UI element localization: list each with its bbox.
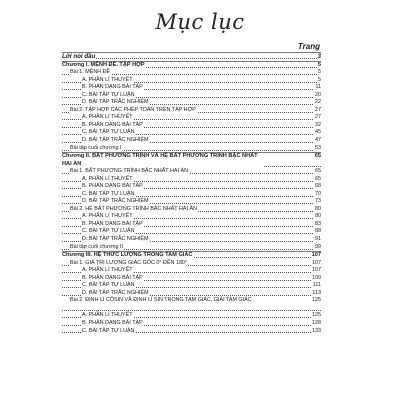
toc-subsection <box>62 99 321 107</box>
page-number: 70 <box>315 190 321 197</box>
toc-subsection <box>62 213 321 221</box>
toc-label: B. PHÂN DẠNG BÀI TẬP <box>82 84 143 91</box>
page-number: 128 <box>312 319 321 326</box>
toc-label: A. PHẦN LÍ THUYẾT <box>82 114 133 121</box>
toc-label: D. BÀI TẬP TRẮC NGHIỆM <box>82 198 149 205</box>
page-number: 113 <box>312 289 321 296</box>
toc-chapter <box>62 152 321 168</box>
toc-subsection <box>62 282 321 290</box>
toc-label: Chương II. BẤT PHƯƠNG TRÌNH VÀ HỆ BẤT PHƯƠNG TRÌNH BẬC NHẤT HAI ẨN <box>62 153 263 168</box>
toc-label: C. BÀI TẬP TỰ LUẬN <box>82 190 135 197</box>
page-number: 107 <box>312 267 321 274</box>
toc-lesson <box>62 244 321 252</box>
page-number: 80 <box>315 213 321 220</box>
toc-subsection <box>62 312 321 320</box>
toc-label: Bài 1. MỆNH ĐỀ <box>70 69 111 76</box>
page-number: 3 <box>317 53 321 60</box>
toc-subsection <box>62 84 321 92</box>
page-number: 107 <box>312 259 321 266</box>
toc-label: A. PHẦN LÍ THUYẾT <box>82 312 133 319</box>
toc-label: C. BÀI TẬP TỰ LUẬN <box>82 327 135 334</box>
page-number: 83 <box>315 220 321 227</box>
toc-subsection <box>62 236 321 244</box>
page-number: 65 <box>315 168 321 175</box>
page-number: 11 <box>315 84 321 91</box>
page-title: Mục lục <box>155 10 245 34</box>
toc-label: Bài tập cuối chương II <box>70 243 123 250</box>
page-number: 53 <box>315 144 321 151</box>
toc-subsection <box>62 129 321 137</box>
toc-label: C. BÀI TẬP TỰ LUẬN <box>82 282 135 289</box>
toc-chapter <box>62 61 321 70</box>
toc-label: D. BÀI TẬP TRẮC NGHIỆM <box>82 289 149 296</box>
page-number: 65 <box>315 175 321 182</box>
page-number: 27 <box>315 114 321 121</box>
dot-leader <box>62 310 321 311</box>
toc-label: B. PHÂN DẠNG BÀI TẬP <box>82 319 143 326</box>
page-number: 20 <box>315 91 321 98</box>
page-number: 65 <box>314 153 321 160</box>
toc-lesson <box>62 297 321 312</box>
toc-label: C. BÀI TẬP TỰ LUẬN <box>82 91 135 98</box>
toc-label: B. PHÂN DẠNG BÀI TẬP <box>82 220 143 227</box>
page-number: 91 <box>315 236 321 243</box>
page-number: 111 <box>312 282 321 289</box>
toc-lesson <box>62 168 321 176</box>
toc-label: Chương III. HỆ THỨC LƯỢNG TRONG TAM GIÁC <box>62 252 193 259</box>
page-number: 88 <box>315 228 321 235</box>
toc-lesson <box>62 145 321 153</box>
toc-preface <box>62 52 321 61</box>
page-number: 99 <box>315 243 321 250</box>
toc-label: B. PHÂN DẠNG BÀI TẬP <box>82 183 143 190</box>
page-number: 107 <box>311 252 321 259</box>
toc-subsection <box>62 228 321 236</box>
toc-label: Bài 2. ĐỊNH LÍ CÔSIN VÀ ĐỊNH LÍ SIN TRONG TAM GIÁC. GIẢI TAM GIÁC <box>70 297 261 304</box>
page-number: 68 <box>315 183 321 190</box>
page-number: 73 <box>315 198 321 205</box>
page-number: 80 <box>315 205 321 212</box>
page-number: 133 <box>312 327 321 334</box>
table-of-contents <box>62 52 321 335</box>
toc-label: D. BÀI TẬP TRẮC NGHIỆM <box>82 99 149 106</box>
page-number: 5 <box>318 76 321 83</box>
dot-leader <box>62 58 321 59</box>
toc-label: B. PHÂN DẠNG BÀI TẬP <box>82 274 143 281</box>
toc-label: A. PHẦN LÍ THUYẾT <box>82 175 133 182</box>
toc-label: C. BÀI TẬP TỰ LUẬN <box>82 129 135 136</box>
toc-label: A. PHẦN LÍ THUYẾT <box>82 267 133 274</box>
toc-label: Bài 1. GIÁ TRỊ LƯỢNG GIÁC GÓC 0° ĐẾN 180° <box>70 259 188 266</box>
toc-label: D. BÀI TẬP TRẮC NGHIỆM <box>82 236 149 243</box>
toc-label: Lời nói đầu <box>62 53 96 60</box>
page-number: 47 <box>315 137 321 144</box>
toc-subsection <box>62 198 321 206</box>
toc-chapter <box>62 251 321 260</box>
page-number: 22 <box>315 99 321 106</box>
page-number: 5 <box>318 69 321 76</box>
page-number: 125 <box>312 297 321 304</box>
toc-lesson <box>62 69 321 77</box>
toc-subsection <box>62 320 321 328</box>
toc-label: D. BÀI TẬP TRẮC NGHIỆM <box>82 137 149 144</box>
page-column-header: Trang <box>297 42 320 51</box>
toc-label: Bài 2. HỆ BẤT PHƯƠNG TRÌNH BẬC NHẤT HAI ẨN <box>70 205 197 212</box>
toc-label: C. BÀI TẬP TỰ LUẬN <box>82 228 135 235</box>
toc-label: A. PHẦN LÍ THUYẾT <box>82 213 133 220</box>
toc-subsection <box>62 183 321 191</box>
page-number: 32 <box>315 121 321 128</box>
toc-label: A. PHẦN LÍ THUYẾT <box>82 76 133 83</box>
toc-label: B. PHÂN DẠNG BÀI TẬP <box>82 121 143 128</box>
toc-label: Bài tập cuối chương I <box>70 144 122 151</box>
toc-subsection <box>62 328 321 336</box>
toc-label: Bài 2. TẬP HỢP CÁC PHÉP TOÁN TRÊN TẬP HỢP <box>70 106 196 113</box>
page-number: 45 <box>315 129 321 136</box>
toc-subsection <box>62 267 321 275</box>
page-number: 27 <box>315 106 321 113</box>
toc-subsection <box>62 114 321 122</box>
toc-label: Chương I. MỆNH ĐỀ. TẬP HỢP <box>62 61 145 68</box>
toc-subsection <box>62 137 321 145</box>
page-number: 109 <box>312 274 321 281</box>
page-number: 5 <box>317 61 321 68</box>
toc-label: Bài 1. BẤT PHƯƠNG TRÌNH BẬC NHẤT HAI ẨN <box>70 168 188 175</box>
page-number: 125 <box>312 312 321 319</box>
